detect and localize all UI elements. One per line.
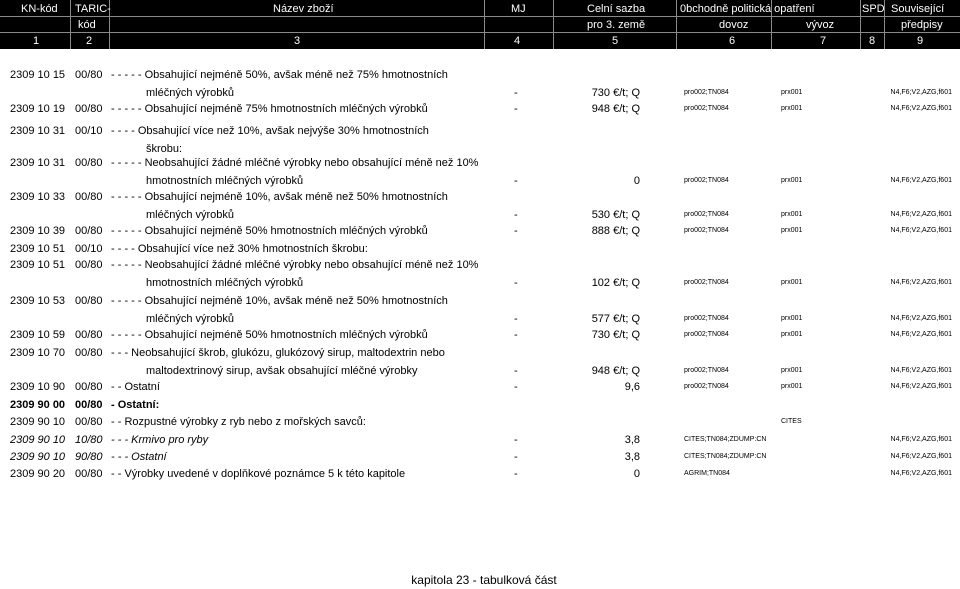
related-regulations-cell: N4,F6;V2,AZG,f601	[890, 105, 952, 112]
export-measures-cell: prx001	[781, 367, 803, 374]
header-dovoz: dovoz	[719, 19, 749, 31]
header-col-number: 1	[33, 35, 40, 47]
header-vyvoz: vývoz	[806, 19, 835, 31]
header-col-number: 5	[612, 35, 619, 47]
export-measures-cell: CITES	[781, 418, 802, 425]
description-cell: - - - - - Neobsahující žádné mléčné výrobky nebo obsahující méně než 10%	[111, 259, 479, 271]
import-measures-cell: CITES;TN084;ZDUMP:CN	[684, 436, 767, 443]
duty-rate-cell: 730 €/t; Q	[591, 87, 640, 99]
kn-code-cell: 2309 10 33	[10, 191, 66, 203]
header-col-number: 7	[820, 35, 827, 47]
description-cell-continued: mléčných výrobků	[146, 87, 235, 99]
unit-cell: -	[514, 103, 518, 115]
description-cell: - - - Ostatní	[111, 451, 167, 463]
import-measures-cell: pro002;TN084	[684, 177, 729, 184]
header-kod: kód	[78, 19, 96, 31]
kn-code-cell: 2309 10 59	[10, 329, 66, 341]
import-measures-cell: pro002;TN084	[684, 315, 729, 322]
duty-rate-cell: 577 €/t; Q	[591, 313, 640, 325]
duty-rate-cell: 730 €/t; Q	[591, 329, 640, 341]
import-measures-cell: pro002;TN084	[684, 227, 729, 234]
description-cell: - - - Neobsahující škrob, glukózu, glukózový sirup, maltodextrin nebo	[111, 347, 445, 359]
taric-code-cell: 10/80	[75, 434, 103, 446]
import-measures-cell: CITES;TN084;ZDUMP:CN	[684, 453, 767, 460]
description-cell: - - Ostatní	[111, 381, 160, 393]
header-mj: MJ	[511, 3, 526, 15]
unit-cell: -	[514, 277, 518, 289]
unit-cell: -	[514, 175, 518, 187]
import-measures-cell: pro002;TN084	[684, 383, 729, 390]
description-cell-continued: mléčných výrobků	[146, 313, 235, 325]
import-measures-cell: pro002;TN084	[684, 279, 729, 286]
header-col-number: 8	[869, 35, 876, 47]
description-cell-continued: hmotnostních mléčných výrobků	[146, 175, 304, 187]
related-regulations-cell: N4,F6;V2,AZG,f601	[890, 227, 952, 234]
taric-code-cell: 00/10	[75, 243, 103, 255]
description-cell: - - - - - Obsahující nejméně 75% hmotnostních mléčných výrobků	[111, 103, 428, 115]
taric-code-cell: 00/80	[75, 225, 103, 237]
description-cell: - - - - - Obsahující nejméně 10%, avšak méně než 50% hmotnostních	[111, 191, 448, 203]
description-cell: - - Výrobky uvedené v doplňkové poznámce 5 k této kapitole	[111, 468, 406, 480]
header-obchodne-politicka-opatreni: 0bchodně politická opatření	[680, 3, 815, 15]
taric-code-cell: 00/80	[75, 69, 103, 81]
related-regulations-cell: N4,F6;V2,AZG,f601	[890, 211, 952, 218]
header-kn-kod: KN-kód	[21, 3, 58, 15]
unit-cell: -	[514, 468, 518, 480]
related-regulations-cell: N4,F6;V2,AZG,f601	[890, 436, 952, 443]
kn-code-cell: 2309 10 53	[10, 295, 66, 307]
taric-code-cell: 00/80	[75, 399, 103, 411]
duty-rate-cell: 102 €/t; Q	[591, 277, 640, 289]
export-measures-cell: prx001	[781, 315, 803, 322]
duty-rate-cell: 3,8	[624, 451, 640, 463]
description-cell: - - Rozpustné výrobky z ryb nebo z mořských savců:	[111, 416, 366, 428]
description-cell-continued: maltodextrinový sirup, avšak obsahující mléčné výrobky	[146, 365, 418, 377]
taric-code-cell: 00/80	[75, 103, 103, 115]
description-cell: - - - - - Obsahující nejméně 50%, avšak méně než 75% hmotnostních	[111, 69, 448, 81]
header-col-number: 2	[86, 35, 93, 47]
kn-code-cell: 2309 10 70	[10, 347, 66, 359]
duty-rate-cell: 888 €/t; Q	[591, 225, 640, 237]
description-cell: - - - - - Neobsahující žádné mléčné výrobky nebo obsahující méně než 10%	[111, 157, 479, 169]
header-souvisejici: Související	[891, 3, 945, 15]
export-measures-cell: prx001	[781, 177, 803, 184]
export-measures-cell: prx001	[781, 383, 803, 390]
import-measures-cell: AGRIM;TN084	[684, 470, 730, 477]
related-regulations-cell: N4,F6;V2,AZG,f601	[890, 331, 952, 338]
unit-cell: -	[514, 329, 518, 341]
duty-rate-cell: 9,6	[624, 381, 640, 393]
taric-code-cell: 00/80	[75, 347, 103, 359]
duty-rate-cell: 0	[633, 468, 640, 480]
duty-rate-cell: 948 €/t; Q	[591, 103, 640, 115]
description-cell: - - - - Obsahující více než 10%, avšak nejvýše 30% hmotnostních	[111, 125, 429, 137]
unit-cell: -	[514, 451, 518, 463]
header-col-number: 9	[917, 35, 924, 47]
header-pro-3-zeme: pro 3. země	[587, 19, 646, 31]
related-regulations-cell: N4,F6;V2,AZG,f601	[890, 315, 952, 322]
unit-cell: -	[514, 87, 518, 99]
kn-code-cell: 2309 10 39	[10, 225, 66, 237]
taric-code-cell: 00/80	[75, 381, 103, 393]
related-regulations-cell: N4,F6;V2,AZG,f601	[890, 367, 952, 374]
export-measures-cell: prx001	[781, 211, 803, 218]
kn-code-cell: 2309 90 10	[10, 416, 66, 428]
kn-code-cell: 2309 10 51	[10, 259, 66, 271]
export-measures-cell: prx001	[781, 279, 803, 286]
related-regulations-cell: N4,F6;V2,AZG,f601	[890, 177, 952, 184]
kn-code-cell: 2309 10 90	[10, 381, 66, 393]
description-cell-continued: mléčných výrobků	[146, 209, 235, 221]
header-taric: TARIC-	[75, 3, 111, 15]
header-spd: SPD	[862, 3, 885, 15]
header-nazev-zbozi: Název zboží	[273, 3, 334, 15]
taric-code-cell: 00/80	[75, 157, 103, 169]
duty-rate-cell: 948 €/t; Q	[591, 365, 640, 377]
taric-code-cell: 00/80	[75, 468, 103, 480]
related-regulations-cell: N4,F6;V2,AZG,f601	[890, 470, 952, 477]
page-footer: kapitola 23 - tabulková část	[411, 573, 557, 587]
related-regulations-cell: N4,F6;V2,AZG,f601	[890, 453, 952, 460]
unit-cell: -	[514, 313, 518, 325]
header-celni-sazba: Celní sazba	[587, 3, 646, 15]
kn-code-cell: 2309 10 31	[10, 157, 66, 169]
duty-rate-cell: 3,8	[624, 434, 640, 446]
export-measures-cell: prx001	[781, 105, 803, 112]
kn-code-cell: 2309 90 10	[10, 434, 66, 446]
taric-code-cell: 00/80	[75, 416, 103, 428]
description-cell: - - - - - Obsahující nejméně 50% hmotnostních mléčných výrobků	[111, 329, 428, 341]
unit-cell: -	[514, 209, 518, 221]
description-cell: - - - - Obsahující více než 30% hmotnostních škrobu:	[111, 243, 368, 255]
header-predpisy: předpisy	[901, 19, 943, 31]
export-measures-cell: prx001	[781, 331, 803, 338]
table-header	[0, 0, 960, 49]
description-cell-continued: škrobu:	[146, 143, 183, 155]
duty-rate-cell: 530 €/t; Q	[591, 209, 640, 221]
export-measures-cell: prx001	[781, 227, 803, 234]
related-regulations-cell: N4,F6;V2,AZG,f601	[890, 89, 952, 96]
unit-cell: -	[514, 365, 518, 377]
kn-code-cell: 2309 10 15	[10, 69, 66, 81]
taric-code-cell: 90/80	[75, 451, 103, 463]
import-measures-cell: pro002;TN084	[684, 367, 729, 374]
import-measures-cell: pro002;TN084	[684, 105, 729, 112]
kn-code-cell: 2309 10 19	[10, 103, 66, 115]
export-measures-cell: prx001	[781, 89, 803, 96]
kn-code-cell: 2309 90 10	[10, 451, 66, 463]
description-cell: - - - Krmivo pro ryby	[111, 434, 209, 446]
description-cell-continued: hmotnostních mléčných výrobků	[146, 277, 304, 289]
header-col-number: 6	[729, 35, 736, 47]
import-measures-cell: pro002;TN084	[684, 89, 729, 96]
description-cell: - Ostatní:	[111, 399, 160, 411]
import-measures-cell: pro002;TN084	[684, 331, 729, 338]
unit-cell: -	[514, 381, 518, 393]
kn-code-cell: 2309 90 00	[10, 399, 66, 411]
description-cell: - - - - - Obsahující nejméně 50% hmotnostních mléčných výrobků	[111, 225, 428, 237]
unit-cell: -	[514, 225, 518, 237]
taric-code-cell: 00/80	[75, 295, 103, 307]
kn-code-cell: 2309 10 31	[10, 125, 66, 137]
taric-code-cell: 00/80	[75, 329, 103, 341]
taric-code-cell: 00/10	[75, 125, 103, 137]
related-regulations-cell: N4,F6;V2,AZG,f601	[890, 279, 952, 286]
unit-cell: -	[514, 434, 518, 446]
taric-code-cell: 00/80	[75, 259, 103, 271]
kn-code-cell: 2309 10 51	[10, 243, 66, 255]
import-measures-cell: pro002;TN084	[684, 211, 729, 218]
duty-rate-cell: 0	[633, 175, 640, 187]
taric-code-cell: 00/80	[75, 191, 103, 203]
kn-code-cell: 2309 90 20	[10, 468, 66, 480]
description-cell: - - - - - Obsahující nejméně 10%, avšak méně než 50% hmotnostních	[111, 295, 448, 307]
related-regulations-cell: N4,F6;V2,AZG,f601	[890, 383, 952, 390]
header-col-number: 3	[294, 35, 301, 47]
header-col-number: 4	[514, 35, 521, 47]
